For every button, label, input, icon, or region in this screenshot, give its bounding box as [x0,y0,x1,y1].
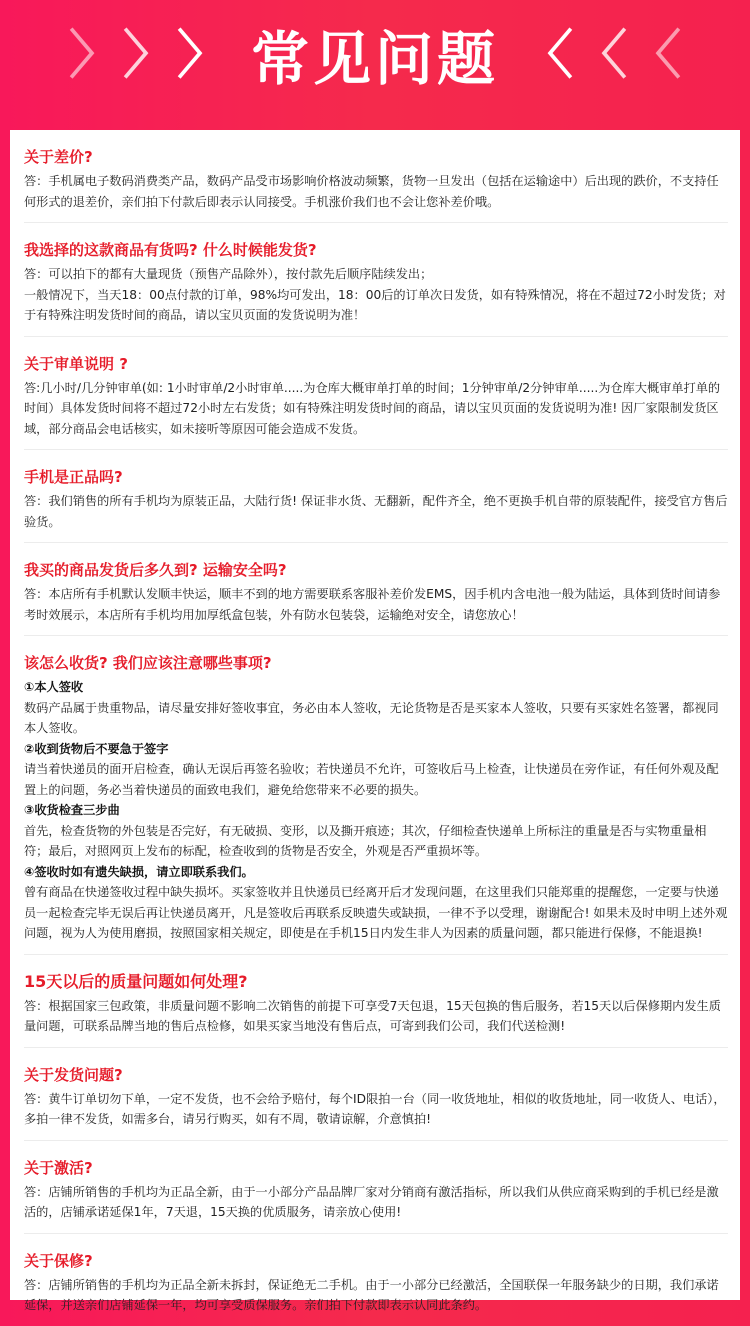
faq-item-price-diff [24,144,728,223]
faq-answer: 答：店铺所销售的手机均为正品全新，由于一小部分产品品牌厂家对分销商有激活指标，所以我们从供应商采购到的手机已经是激活的，店铺承诺延保1年，7天退，15天换的优质服务，请亲放心使用! [24,1184,719,1219]
faq-question: 关于发货问题? [24,1065,123,1084]
receipt-step-title: ②收到货物后不要急于签字 [24,741,169,756]
faq-item-stock [24,237,728,337]
receipt-step-text: 请当着快递员的面开启检查，确认无误后再签名验收；若快递员不允许，可签收后马上检查，让快递员在旁作证，有任何外观及配置上的问题，务必当着快递员的面致电我们，避免给您带来不必要的损失。 [24,762,719,797]
faq-answer: 一般情况下，当天18：00点付款的订单，98%均可发出，18：00后的订单次日发货，如有特殊情况，将在不超过72小时发货；对于有特殊注明发货时间的商品，请以宝贝页面的发货说明为准！ [24,287,726,322]
faq-answer: 答：可以拍下的都有大量现货（预售产品除外），按付款先后顺序陆续发出； [24,267,433,281]
faq-question: 关于激活? [24,1158,93,1177]
faq-item-review [24,351,728,451]
header-banner [0,0,750,118]
faq-panel [10,130,740,1312]
faq-answer: 答：手机属电子数码消费类产品，数码产品受市场影响价格波动频繁，货物一旦发出（包括在运输途中）后出现的跌价，不支持任何形式的退差价，亲们拍下付款后即表示认同接受。手机涨价我们也不会让您补差价哦。 [24,174,719,209]
chevron-left-icon: 〈 [575,26,628,86]
left-chevrons-icon [68,26,229,86]
chevron-right-icon: 〉 [176,26,229,86]
chevron-left-icon: 〈 [521,26,574,86]
faq-question: 关于审单说明 ? [24,354,128,373]
faq-item-activation [24,1155,728,1234]
faq-question: 手机是正品吗? [24,468,123,486]
faq-question: 我选择的这款商品有货吗? 什么时候能发货? [24,241,317,259]
faq-question: 关于保修? [24,1251,93,1270]
faq-item-quality-15days [24,969,728,1048]
receipt-step-title: ③收货检查三步曲 [24,803,120,817]
faq-answer: 答:几小时/几分钟审单(如: 1小时审单/2小时审单.....为仓库大概审单打单的时间；1分钟审单/2分钟审单.....为仓库大概审单打单的时间）具体发货时间将不超过72小时左右发货；如有特殊注明发货时间的商品，请以宝贝页面的发货说明为准! 因厂家限制发货区域，部分商品会电话核实，如未接听等原因可能会造成不发货。 [24,380,721,436]
chevron-left-icon: 〈 [629,26,682,86]
faq-question: 关于差价? [24,148,93,166]
chevron-right-icon: 〉 [122,26,175,86]
faq-item-genuine [24,464,728,543]
chevron-right-icon: 〉 [68,26,121,86]
faq-answer: 答：根据国家三包政策，非质量问题不影响二次销售的前提下可享受7天包退，15天包换的售后服务，若15天以后保修期内发生质量问题，可联系品牌当地的售后点检修，如果买家当地没有售后点，可寄到我们公司，我们代送检测! [24,998,721,1033]
receipt-step-title: ④签收时如有遗失缺损，请立即联系我们。 [24,864,254,879]
faq-item-receipt [24,650,728,955]
faq-item-warranty [24,1248,728,1326]
receipt-step-text: 曾有商品在快递签收过程中缺失损坏。买家签收并且快递员已经离开后才发现问题，在这里我们只能郑重的提醒您，一定要与快递员一起检查完毕无误后再让快递员离开，凡是签收后再联系反映遗失或缺损，一律不予以受理，谢谢配合! 如果未及时申明上述外观问题，视为人为使用磨损，按照国家相关规定，即使是在手机15日内发生非人为因素的质量问题，都只能进行保修，不能退换! [24,885,728,940]
faq-answer: 答：店铺所销售的手机均为正品全新未拆封，保证绝无二手机。由于一小部分已经激活，全国联保一年服务缺少的日期，我们承诺延保，并送亲们店铺延保一年，均可享受质保服务。亲们拍下付款即表示认同此条约。 [24,1277,719,1312]
right-chevrons-icon [521,26,682,86]
faq-answer: 答：黄牛订单切勿下单，一定不发货，也不会给予赔付，每个ID限拍一台（同一收货地址，相似的收货地址，同一收货人、电话），多拍一律不发货，如需多台，请另行购买，如有不周，敬请谅解，介意慎拍! [24,1091,726,1126]
faq-question: 15天以后的质量问题如何处理? [24,971,248,991]
receipt-step-text: 数码产品属于贵重物品，请尽量安排好签收事宜，务必由本人签收，无论货物是否是买家本人签收，只要有买家姓名签署，都视同本人签收。 [24,700,719,735]
faq-item-delivery [24,1062,728,1141]
receipt-step-title: ①本人签收 [24,680,84,694]
faq-question: 我买的商品发货后多久到? 运输安全吗? [24,561,287,579]
faq-answer: 答：我们销售的所有手机均为原装正品，大陆行货! 保证非水货、无翻新，配件齐全，绝不更换手机自带的原装配件，接受官方售后验货。 [24,494,728,529]
faq-item-shipping [24,557,728,636]
faq-answer: 答：本店所有手机默认发顺丰快运，顺丰不到的地方需要联系客服补差价发EMS，因手机内含电池一般为陆运，具体到货时间请参考时效展示，本店所有手机均用加厚纸盒包装，外有防水包装袋，运输绝对安全，请您放心！ [24,587,721,622]
receipt-step-text: 首先，检查货物的外包装是否完好，有无破损、变形，以及撕开痕迹；其次，仔细检查快递单上所标注的重量是否与实物重量相符；最后，对照网页上发布的标配，检查收到的货物是否安全，外观是否严重损坏等。 [24,823,707,858]
faq-question: 该怎么收货? 我们应该注意哪些事项? [24,654,272,672]
page-title: 常见问题 [250,25,499,93]
